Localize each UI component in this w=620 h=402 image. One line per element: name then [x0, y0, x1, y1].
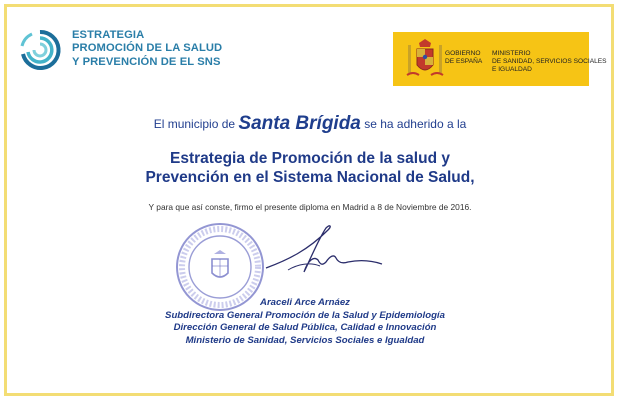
- ministry-label: [492, 50, 607, 74]
- logo-line-2: PROMOCIÓN DE LA SALUD: [72, 42, 223, 55]
- ministry-line-1: MINISTERIO: [492, 50, 531, 57]
- strategy-swirl-logo: [18, 28, 62, 72]
- coat-of-arms-icon: [405, 37, 445, 81]
- gobierno-line-1: GOBIERNO: [445, 50, 481, 57]
- logo-line-3: Y PREVENCIÓN DE EL SNS: [72, 55, 221, 68]
- handwritten-signature: [258, 220, 388, 280]
- gobierno-label: [445, 50, 482, 66]
- certification-sentence: Y para que así conste, firmo el presente diploma en Madrid a 8 de Noviembre de 2016.: [148, 202, 472, 212]
- intro-prefix: El municipio de: [153, 117, 236, 131]
- adhesion-statement: [0, 113, 620, 135]
- intro-suffix: se ha adherido a la: [364, 117, 467, 131]
- strategy-line-1: Estrategia de Promoción de la salud y: [170, 150, 450, 167]
- strategy-title: [0, 149, 620, 187]
- strategy-logo-text: [72, 29, 222, 69]
- signer-name: Araceli Arce Arnáez: [260, 297, 350, 308]
- signer-ministry: Ministerio de Sanidad, Servicios Sociales e Igualdad: [185, 334, 425, 346]
- gobierno-line-2: DE ESPAÑA: [445, 58, 483, 65]
- municipality-name: Santa Brígida: [238, 113, 361, 134]
- signer-role: Subdirectora General Promoción de la Salud y Epidemiología: [165, 309, 445, 321]
- ministry-line-2: DE SANIDAD, SERVICIOS SOCIALES: [492, 58, 607, 65]
- logo-line-1: ESTRATEGIA: [72, 29, 145, 41]
- signer-directorate: Dirección General de Salud Pública, Calidad e Innovación: [173, 322, 437, 334]
- signer-block: [0, 297, 610, 347]
- ministry-line-3: E IGUALDAD: [492, 66, 532, 73]
- strategy-line-2: Prevención en el Sistema Nacional de Salud,: [145, 169, 475, 186]
